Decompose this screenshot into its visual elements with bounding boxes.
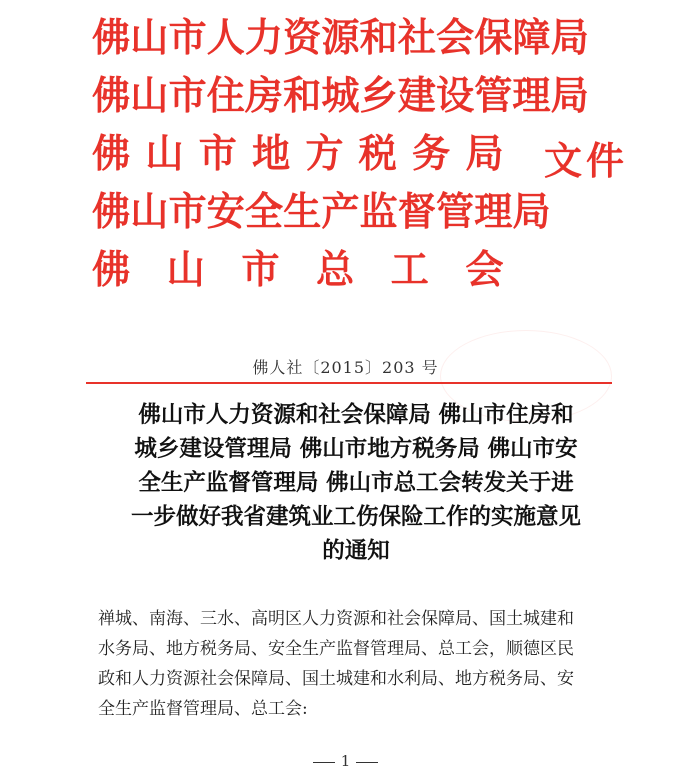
issuer-name: [92, 242, 504, 300]
red-divider-line: [86, 382, 612, 384]
issuer-character: 山: [166, 248, 205, 293]
red-header: [92, 10, 652, 300]
addressee-block: [98, 604, 620, 724]
issuer-row: [92, 126, 652, 184]
issuer-character: 佛: [92, 132, 131, 177]
issuer-character: 务: [412, 132, 451, 177]
page-number: [0, 752, 691, 770]
addressee-line: 禅城、南海、三水、高明区人力资源和社会保障局、国土城建和: [98, 609, 574, 629]
document-suffix: 文件: [544, 139, 629, 183]
issuer-row: [92, 68, 652, 126]
page-dash-right: [356, 762, 378, 763]
issuer-character: 方: [305, 132, 344, 177]
issuer-character: 局: [465, 132, 504, 177]
issuer-character: 总: [315, 248, 355, 293]
issuer-row: [92, 242, 652, 300]
issuer-character: 地: [252, 132, 291, 177]
addressee-line: 水务局、地方税务局、安全生产监督管理局、总工会，顺德区民: [98, 639, 574, 659]
issuer-character: 佛: [92, 248, 131, 293]
document-title: [96, 398, 616, 568]
issuer-character: 税: [358, 132, 397, 177]
document-number: 佛人社〔2015〕203 号: [252, 358, 439, 377]
issuer-character: 市: [198, 132, 237, 177]
title-line: 全生产监督管理局 佛山市总工会转发关于进: [138, 470, 574, 496]
issuer-name: 佛山市住房和城乡建设管理局: [92, 74, 589, 119]
title-line: 城乡建设管理局 佛山市地方税务局 佛山市安: [134, 436, 578, 462]
title-line: 佛山市人力资源和社会保障局 佛山市住房和: [138, 402, 574, 428]
issuer-character: 工: [390, 248, 429, 293]
title-line: 一步做好我省建筑业工伤保险工作的实施意见: [130, 504, 581, 530]
issuer-character: 会: [465, 248, 504, 293]
issuer-character: 山: [145, 132, 184, 177]
issuer-row: [92, 184, 652, 242]
issuer-character: 市: [241, 248, 280, 293]
issuer-name: 佛山市安全生产监督管理局: [92, 190, 551, 235]
addressee-line: 全生产监督管理局、总工会:: [98, 699, 308, 719]
addressee-line: 政和人力资源社会保障局、国土城建和水利局、地方税务局、安: [98, 669, 574, 689]
issuer-name: 佛山市人力资源和社会保障局: [92, 16, 589, 61]
page-dash-left: [313, 762, 335, 763]
issuer-row: [92, 10, 652, 68]
page-number-value: 1: [340, 752, 351, 770]
title-line: 的通知: [322, 538, 390, 564]
issuer-name: [92, 126, 504, 184]
